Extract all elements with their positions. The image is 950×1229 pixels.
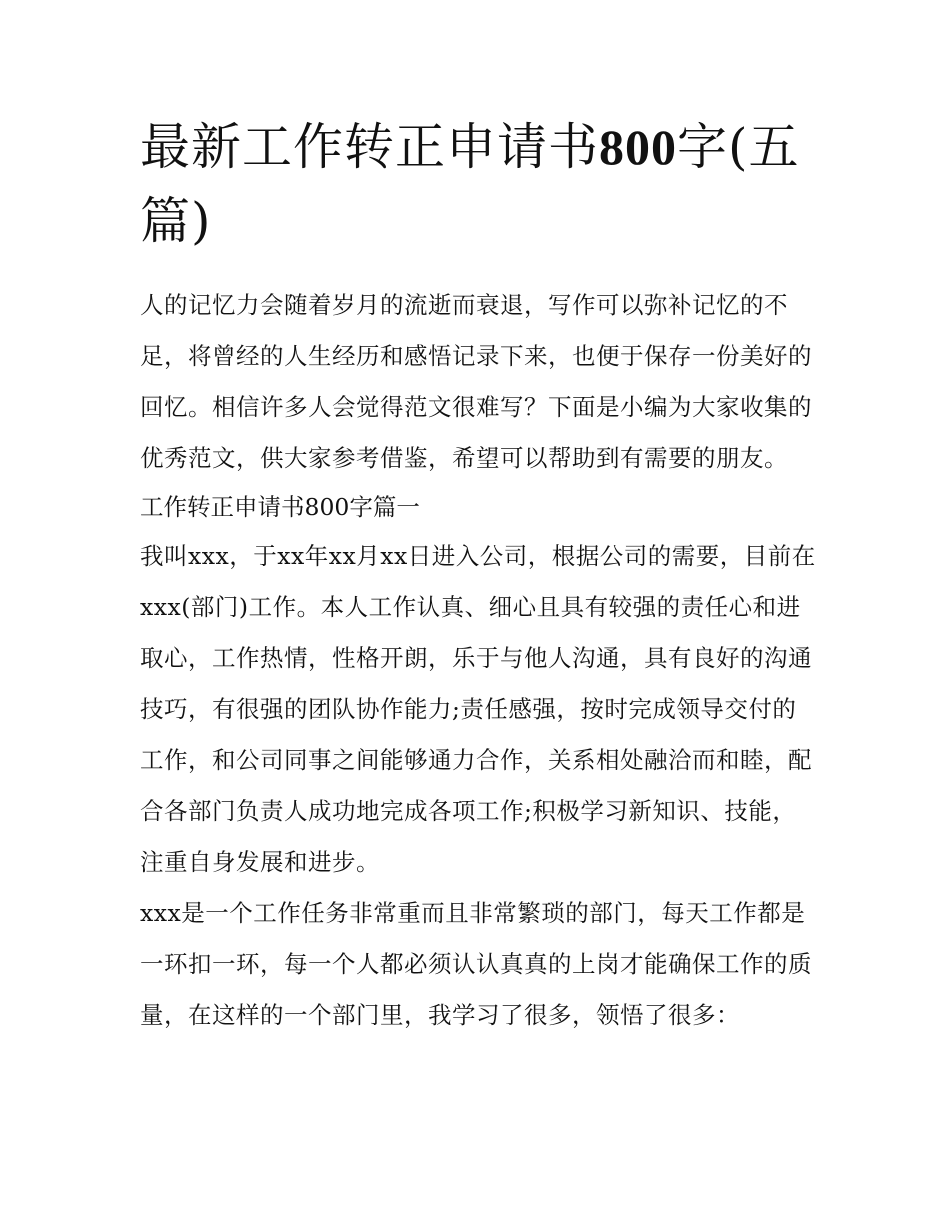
title-number: 800 (599, 119, 677, 175)
body-paragraph-2: xxx是一个工作任务非常重而且非常繁琐的部门，每天工作都是一环扣一环，每一个人都必须认认真真的上岗才能确保工作的质量，在这样的一个部门里，我学习了很多，领悟了很多： (140, 899, 812, 1029)
title-text-part2: 字(五篇) (140, 118, 800, 250)
section-heading: 工作转正申请书800字篇一 (140, 493, 420, 521)
document-title (140, 110, 820, 258)
intro-paragraph: 人的记忆力会随着岁月的流逝而衰退，写作可以弥补记忆的不足，将曾经的人生经历和感悟记录下来，也便于保存一份美好的回忆。相信许多人会觉得范文很难写？下面是小编为大家收集的优秀范文，供大家参考借鉴，希望可以帮助到有需要的朋友。 (140, 291, 812, 472)
body-paragraph-1: 我叫xxx，于xx年xx月xx日进入公司，根据公司的需要，目前在xxx(部门)工作。本人工作认真、细心且具有较强的责任心和进取心，工作热情，性格开朗，乐于与他人沟通，具有良好的沟通技巧，有很强的团队协作能力;责任感强，按时完成领导交付的工作，和公司同事之间能够通力合作，关系相处融洽而和睦，配合各部门负责人成功地完成各项工作;积极学习新知识、技能，注重自身发展和进步。 (140, 542, 816, 876)
title-text-part1: 最新工作转正申请书 (140, 118, 599, 176)
document-page (140, 110, 820, 1041)
